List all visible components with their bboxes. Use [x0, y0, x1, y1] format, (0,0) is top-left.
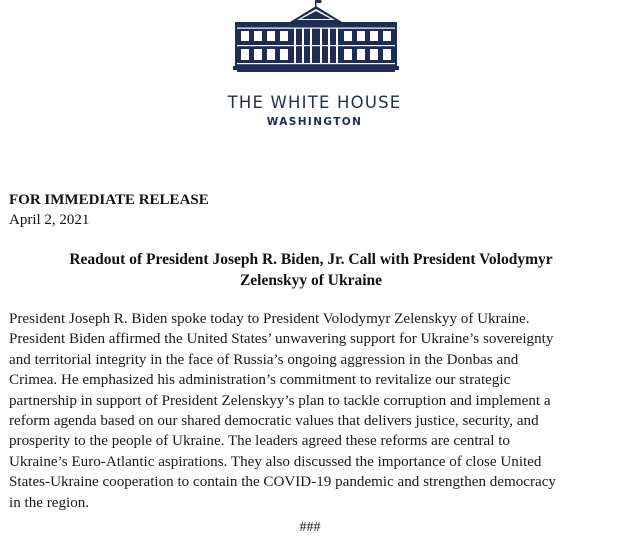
headline-line: Zelenskyy of Ukraine [239, 272, 383, 289]
body-line: prosperity to the people of Ukraine. The leaders agreed these reforms are central to [9, 433, 510, 450]
white-house-logo-icon [233, 0, 399, 80]
body-line: President Joseph R. Biden spoke today to President Volodymyr Zelenskyy of Ukraine. [9, 311, 530, 327]
body-line: reform agenda based on our shared democratic values that delivers justice, security, and [9, 413, 539, 430]
headline-line: Readout of President Joseph R. Biden, Jr. Call with President Volodymyr [69, 251, 553, 268]
body-line: Ukraine’s Euro-Atlantic aspirations. They also discussed the importance of close United [9, 453, 542, 470]
body-line: in the region. [9, 494, 90, 511]
body-line: President Biden affirmed the United States’ unwavering support for Ukraine’s sovereignty [9, 331, 554, 348]
body-line: and territorial integrity in the face of Russia’s ongoing aggression in the Donbas and [9, 351, 519, 368]
headline [9, 249, 613, 291]
org-name: THE WHITE HOUSE [227, 93, 402, 112]
body-line: Crimea. He emphasized his administration’s commitment to revitalize our strategic [9, 372, 511, 389]
release-date: April 2, 2021 [9, 212, 90, 228]
release-label: FOR IMMEDIATE RELEASE [9, 192, 209, 208]
body-line: partnership in support of President Zelenskyy’s plan to tackle corruption and implement a [9, 392, 551, 409]
body-paragraph [9, 309, 619, 513]
end-mark: ### [299, 520, 321, 535]
org-location: WASHINGTON [266, 116, 363, 128]
body-line: States-Ukraine cooperation to contain the COVID-19 pandemic and strengthen democracy [9, 474, 556, 491]
